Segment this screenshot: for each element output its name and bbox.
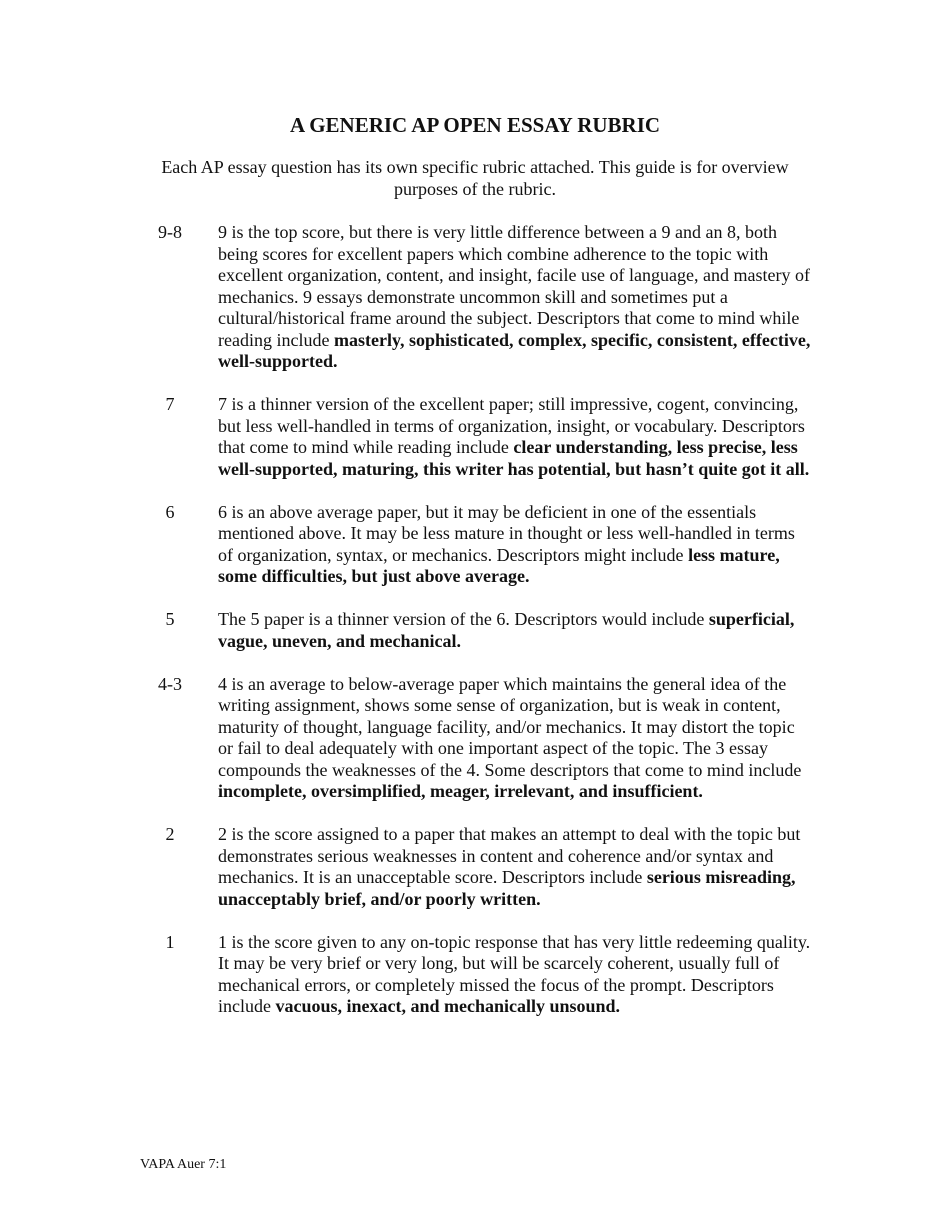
- score-description: [218, 222, 813, 373]
- descriptor-list: less mature, some difficulties, but just above average.: [218, 544, 780, 586]
- score-description: [218, 609, 813, 652]
- rubric-entry: [0, 824, 950, 910]
- score-description: [218, 502, 813, 588]
- description-text: 4 is an average to below-average paper which maintains the general idea of the writing assignment, shows some sense of organization, but is weak in content, maturity of thought, language facility, and/or mechanics. It may distort the topic or fail to deal adequately with one important aspect of the topic. The 3 essay compounds the weaknesses of the 4. Some descriptors that come to mind include: [218, 673, 802, 780]
- rubric-entry: [0, 502, 950, 588]
- description-text: 2 is the score assigned to a paper that makes an attempt to deal with the topic but demonstrates serious weaknesses in content and coherence and/or syntax and mechanics. It is an unacceptable score. Descriptors include: [218, 824, 801, 887]
- score-description: [218, 674, 813, 803]
- intro-paragraph: Each AP essay question has its own specific rubric attached. This guide is for overview purposes of the rubric.: [161, 157, 789, 199]
- score-label: 4-3: [158, 673, 182, 694]
- rubric-entry: [0, 394, 950, 480]
- score-label: 6: [165, 501, 175, 522]
- description-text: 1 is the score given to any on-topic response that has very little redeeming quality. It may be very brief or very long, but will be scarcely coherent, usually full of mechanical errors, or completely missed the focus of the prompt. Descriptors include: [218, 931, 811, 1016]
- description-text: 6 is an above average paper, but it may be deficient in one of the essentials mentioned above. It may be less mature in thought or less well-handled in terms of organization, syntax, or mechanics. Descriptors might include: [218, 501, 795, 565]
- descriptor-list: serious misreading, unacceptably brief, and/or poorly written.: [218, 867, 796, 909]
- rubric-entry: [0, 674, 950, 803]
- descriptor-list: superficial, vague, uneven, and mechanical.: [218, 609, 795, 651]
- score-label: 2: [165, 824, 175, 844]
- descriptor-list: incomplete, oversimplified, meager, irrelevant, and insufficient.: [218, 781, 703, 801]
- score-description: [218, 394, 813, 480]
- score-label: 5: [165, 609, 175, 629]
- rubric-entry: [0, 609, 950, 652]
- descriptor-list: clear understanding, less precise, less well-supported, maturing, this writer has potential, but hasn’t quite got it all.: [218, 437, 810, 479]
- description-text: 9 is the top score, but there is very little difference between a 9 and an 8, both being scores for excellent papers which combine adherence to the topic with excellent organization, content, and insight, facile use of language, and mastery of mechanics. 9 essays demonstrate uncommon skill and sometimes put a cultural/historical frame around the subject. Descriptors that come to mind while reading include: [218, 222, 810, 350]
- score-label: 9-8: [158, 222, 182, 242]
- rubric-entry: [0, 222, 950, 373]
- rubric-entry: [0, 932, 950, 1018]
- score-description: [218, 932, 813, 1018]
- description-text: 7 is a thinner version of the excellent paper; still impressive, cogent, convincing, but less well-handled in terms of organization, insight, or vocabulary. Descriptors that come to mind while reading include: [218, 394, 805, 457]
- descriptor-list: vacuous, inexact, and mechanically unsound.: [275, 996, 621, 1016]
- score-label: 7: [165, 394, 175, 414]
- rubric-list: [0, 222, 950, 1039]
- score-label: 1: [165, 931, 175, 952]
- score-description: [218, 824, 813, 910]
- page-footer: VAPA Auer 7:1: [140, 1157, 227, 1172]
- document-title: A GENERIC AP OPEN ESSAY RUBRIC: [289, 113, 661, 137]
- description-text: The 5 paper is a thinner version of the 6. Descriptors would include: [218, 609, 709, 629]
- descriptor-list: masterly, sophisticated, complex, specific, consistent, effective, well-supported.: [218, 329, 811, 371]
